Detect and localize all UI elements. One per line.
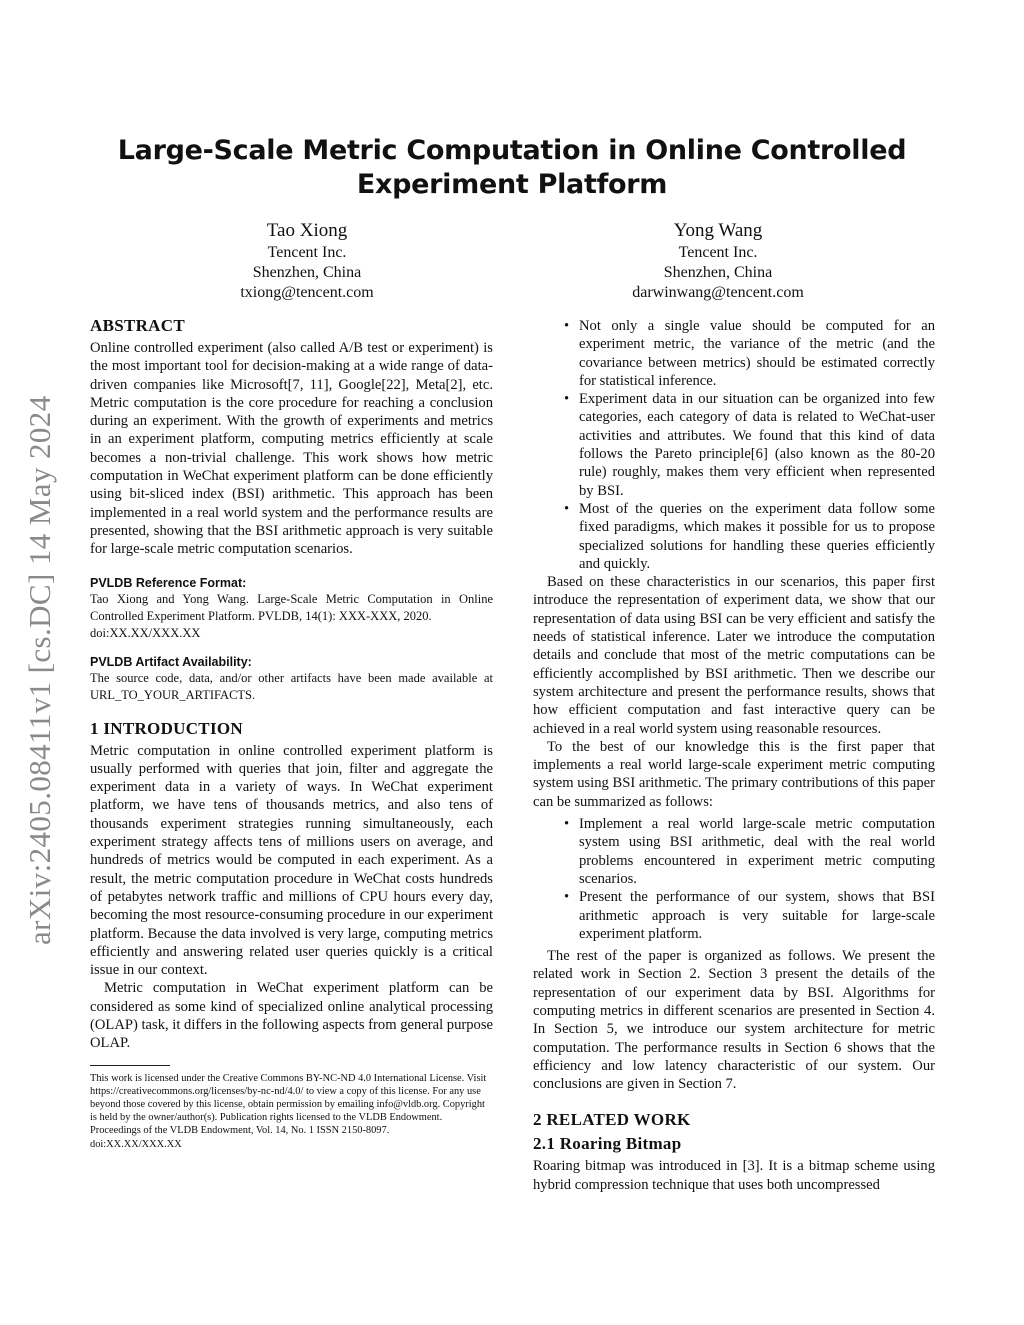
- body-paragraph: Based on these characteristics in our scenarios, this paper first introduce the representation of experiment data, we show that our representation of data using BSI can be very efficient and satisfy the needs of statistical inference. Later we introduce the computation details and conclude that most of the metric computations can be efficiently accomplished by BSI arithmetic. Then we describe our system architecture and present the performance results, shows that how efficient computation and fast interactive query can be achieved in a real world system using reasonable resources.: [533, 574, 935, 737]
- contributions-list: [533, 815, 935, 943]
- list-item: • Most of the queries on the experiment data follow some fixed paradigms, which makes it possible for us to propose specialized solutions for handling these queries efficiently and quickly.: [564, 500, 935, 572]
- author-affiliation: Tencent Inc.: [678, 244, 758, 261]
- license-footnote: This work is licensed under the Creative Commons BY-NC-ND 4.0 International License. Visit https://creativecommons.org/licenses/by-nc-nd/4.0/ to view a copy of this license. For any use beyond those covered by this license, obtain permission by emailing info@vldb.org. Copyright is held by the owner/author(s). Publication rights licensed to the VLDB Endowment.: [90, 1072, 487, 1124]
- bullet-icon: •: [564, 318, 570, 334]
- author-location: Shenzhen, China: [252, 264, 362, 281]
- intro-paragraph-1: Metric computation in online controlled experiment platform is usually performed with queries that join, filter and aggregate the experiment data in a variety of ways. In WeChat experiment platform, we have tens of thousands metrics, and also tens of thousands experiment strategies running simultaneously, each experiment strategy affects tens of millions users on average, and hundreds of metrics would be computed in each experiment. As a result, the metric computation procedure in WeChat costs hundreds of petabytes network traffic and millions of CPU hours every day, becoming the most resource-consuming procedure in our experiment platform. Because the data involved is very large, computing metrics efficiently and answering related user queries quickly is a critical issue in our context.: [90, 742, 493, 979]
- bullet-icon: •: [564, 889, 570, 906]
- list-item: • Experiment data in our situation can be organized into few categories, each category of data is related to WeChat-user activities and attributes. We found that this kind of data follows the Pareto principle[6] (also known as the 80-20 rule) roughly, makes them very efficient when represented by BSI.: [564, 391, 935, 499]
- author-block-1: [177, 219, 437, 303]
- introduction-heading: 1 INTRODUCTION: [90, 718, 243, 738]
- author-email[interactable]: txiong@tencent.com: [240, 284, 374, 301]
- abstract-heading: ABSTRACT: [90, 316, 185, 335]
- reference-format-text: Tao Xiong and Yong Wang. Large-Scale Metric Computation in Online Controlled Experiment Platform. PVLDB, 14(1): XXX-XXX, 2020.: [90, 591, 493, 623]
- doi-footnote: doi:XX.XX/XXX.XX: [90, 1138, 182, 1150]
- body-paragraph: The rest of the paper is organized as follows. We present the related work in Section 2. Section 3 present the details of the representation of our experiment data by BSI. Algorithms for computing metrics in different scenarios are presented in Section 4. In Section 5, we introduce our system architecture for metric computation. The performance results in Section 6 shows that the efficiency and low latency characteristic of our system. Our conclusions are given in Section 7.: [533, 948, 935, 1093]
- artifact-heading: PVLDB Artifact Availability:: [90, 654, 252, 669]
- bullet-icon: •: [564, 500, 570, 517]
- author-location: Shenzhen, China: [663, 264, 773, 281]
- related-work-heading: 2 RELATED WORK: [533, 1110, 691, 1130]
- reference-format-heading: PVLDB Reference Format:: [90, 575, 247, 590]
- reference-format-doi: doi:XX.XX/XXX.XX: [90, 625, 201, 640]
- characteristics-list: [533, 317, 935, 573]
- intro-paragraph-2: Metric computation in WeChat experiment platform can be considered as some kind of specialized online analytical processing (OLAP) task, it differs in the following aspects from general purpose OLAP.: [90, 980, 493, 1052]
- list-item: • Implement a real world large-scale metric computation system using BSI arithmetic, deal with the real world problems encountered in experiment metric computing scenarios.: [564, 816, 935, 887]
- roaring-bitmap-heading: 2.1 Roaring Bitmap: [533, 1134, 682, 1154]
- author-block-2: [588, 219, 848, 303]
- body-paragraph: To the best of our knowledge this is the first paper that implements a real world large-scale experiment metric computing system using BSI arithmetic. The primary contributions of this paper can be summarized as follows:: [533, 738, 935, 810]
- abstract-text: Online controlled experiment (also called A/B test or experiment) is the most important tool for decision-making at a wide range of data-driven companies like Microsoft[7, 11], Google[22], Meta[2], etc. Metric computation is the core procedure for reaching a conclusion during an experiment. With the growth of experiments and metrics in an experiment platform, computing metrics efficiently at scale becomes a non-trivial challenge. This work shows how metric computation in WeChat experiment platform can be done efficiently using bit-sliced index (BSI) arithmetic. This approach has been implemented in a real world system and the performance results are presented, showing that the BSI arithmetic approach is very suitable for large-scale metric computation scenarios.: [90, 340, 493, 558]
- list-item: • Present the performance of our system, shows that BSI arithmetic approach is very suitable for large-scale experiment platform.: [564, 889, 935, 942]
- footnote-divider: [90, 1065, 170, 1066]
- left-column: [90, 315, 493, 1151]
- author-name: Tao Xiong: [266, 220, 348, 241]
- arxiv-watermark: arXiv:2405.08411v1 [cs.DC] 14 May 2024: [22, 395, 57, 945]
- right-column: [533, 317, 935, 1194]
- proceedings-footnote: Proceedings of the VLDB Endowment, Vol. 14, No. 1 ISSN 2150-8097.: [90, 1125, 390, 1137]
- author-affiliation: Tencent Inc.: [267, 244, 347, 261]
- list-item: • Not only a single value should be computed for an experiment metric, the variance of the metric (and the covariance between metrics) should be estimated correctly for statistical inference.: [564, 318, 935, 389]
- author-email[interactable]: darwinwang@tencent.com: [632, 284, 804, 301]
- bullet-icon: •: [564, 391, 570, 408]
- roaring-bitmap-text: Roaring bitmap was introduced in [3]. It is a bitmap scheme using hybrid compression technique that uses both uncompressed: [533, 1158, 935, 1193]
- artifact-text: The source code, data, and/or other artifacts have been made available at URL_TO_YOUR_ARTIFACTS.: [90, 670, 493, 702]
- paper-title: Large-Scale Metric Computation in Online Controlled Experiment Platform: [117, 135, 907, 200]
- bullet-icon: •: [564, 816, 570, 833]
- author-name: Yong Wang: [673, 220, 763, 241]
